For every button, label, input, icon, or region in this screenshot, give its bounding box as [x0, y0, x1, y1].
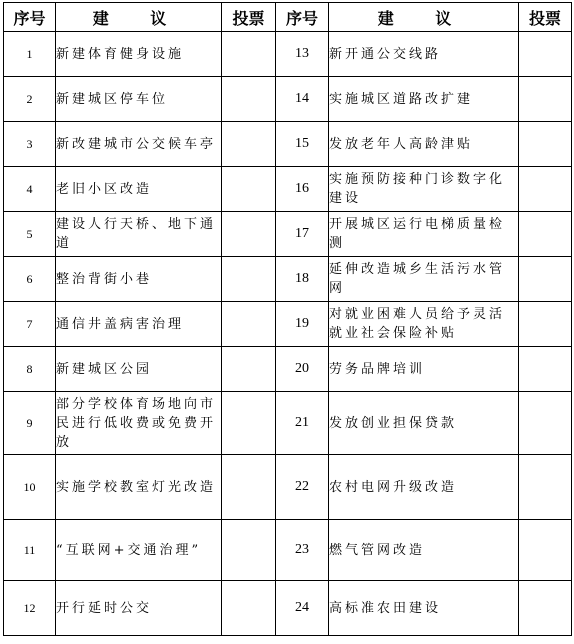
suggestion-text-left: “互联网+交通治理”: [56, 520, 222, 581]
vote-cell-right[interactable]: [519, 392, 572, 455]
table-row: [4, 122, 572, 167]
suggestion-text-left: 部分学校体育场地向市民进行低收费或免费开放: [56, 392, 222, 455]
suggestion-text-left: 通信井盖病害治理: [56, 302, 222, 347]
suggestion-text-left: 实施学校教室灯光改造: [56, 455, 222, 520]
suggestion-text-right: 实施城区道路改扩建: [329, 77, 519, 122]
vote-cell-left[interactable]: [222, 212, 276, 257]
header-vote-left: 投票: [222, 3, 276, 32]
vote-cell-right[interactable]: [519, 347, 572, 392]
suggestion-text-left: 建设人行天桥、地下通道: [56, 212, 222, 257]
suggestion-text-left: 新建城区停车位: [56, 77, 222, 122]
header-suggestion-left: 建 议: [56, 3, 222, 32]
row-number-right: 17: [276, 212, 329, 257]
row-number-left: 8: [4, 347, 56, 392]
suggestion-text-right: 开展城区运行电梯质量检测: [329, 212, 519, 257]
suggestion-text-right: 劳务品牌培训: [329, 347, 519, 392]
row-number-left: 1: [4, 32, 56, 77]
row-number-right: 15: [276, 122, 329, 167]
row-number-right: 19: [276, 302, 329, 347]
row-number-right: 18: [276, 257, 329, 302]
vote-cell-right[interactable]: [519, 212, 572, 257]
table-row: [4, 32, 572, 77]
suggestion-text-right: 燃气管网改造: [329, 520, 519, 581]
suggestion-text-right: 发放创业担保贷款: [329, 392, 519, 455]
header-seq-left: 序号: [4, 3, 56, 32]
vote-cell-left[interactable]: [222, 77, 276, 122]
suggestion-vote-table: [3, 2, 572, 636]
vote-cell-left[interactable]: [222, 347, 276, 392]
suggestion-text-right: 对就业困难人员给予灵活就业社会保险补贴: [329, 302, 519, 347]
vote-cell-left[interactable]: [222, 455, 276, 520]
suggestion-text-left: 开行延时公交: [56, 581, 222, 636]
vote-cell-right[interactable]: [519, 581, 572, 636]
table-row: [4, 212, 572, 257]
vote-cell-left[interactable]: [222, 581, 276, 636]
header-seq-right: 序号: [276, 3, 329, 32]
row-number-right: 13: [276, 32, 329, 77]
suggestion-text-right: 新开通公交线路: [329, 32, 519, 77]
row-number-left: 2: [4, 77, 56, 122]
header-suggestion-right: 建 议: [329, 3, 519, 32]
vote-cell-left[interactable]: [222, 520, 276, 581]
row-number-right: 22: [276, 455, 329, 520]
table-row: [4, 455, 572, 520]
row-number-left: 10: [4, 455, 56, 520]
vote-cell-left[interactable]: [222, 167, 276, 212]
suggestion-text-right: 发放老年人高龄津贴: [329, 122, 519, 167]
vote-cell-left[interactable]: [222, 32, 276, 77]
row-number-left: 12: [4, 581, 56, 636]
table-row: [4, 392, 572, 455]
table-row: [4, 167, 572, 212]
header-row: [4, 3, 572, 32]
suggestion-text-left: 老旧小区改造: [56, 167, 222, 212]
row-number-right: 24: [276, 581, 329, 636]
suggestion-text-left: 整治背街小巷: [56, 257, 222, 302]
vote-cell-left[interactable]: [222, 257, 276, 302]
header-vote-right: 投票: [519, 3, 572, 32]
suggestion-text-right: 高标准农田建设: [329, 581, 519, 636]
suggestion-text-left: 新建城区公园: [56, 347, 222, 392]
vote-cell-right[interactable]: [519, 455, 572, 520]
vote-cell-right[interactable]: [519, 257, 572, 302]
row-number-left: 5: [4, 212, 56, 257]
row-number-left: 3: [4, 122, 56, 167]
vote-cell-left[interactable]: [222, 302, 276, 347]
table-row: [4, 257, 572, 302]
suggestion-text-left: 新改建城市公交候车亭: [56, 122, 222, 167]
row-number-right: 20: [276, 347, 329, 392]
suggestion-text-right: 实施预防接种门诊数字化建设: [329, 167, 519, 212]
vote-cell-left[interactable]: [222, 122, 276, 167]
suggestion-text-left: 新建体育健身设施: [56, 32, 222, 77]
row-number-right: 14: [276, 77, 329, 122]
vote-cell-right[interactable]: [519, 302, 572, 347]
row-number-left: 4: [4, 167, 56, 212]
row-number-left: 7: [4, 302, 56, 347]
table-row: [4, 302, 572, 347]
vote-cell-right[interactable]: [519, 122, 572, 167]
table-row: [4, 77, 572, 122]
row-number-right: 21: [276, 392, 329, 455]
vote-cell-right[interactable]: [519, 77, 572, 122]
table-row: [4, 347, 572, 392]
vote-cell-right[interactable]: [519, 167, 572, 212]
suggestion-text-right: 农村电网升级改造: [329, 455, 519, 520]
vote-cell-right[interactable]: [519, 32, 572, 77]
suggestion-text-right: 延伸改造城乡生活污水管网: [329, 257, 519, 302]
vote-cell-left[interactable]: [222, 392, 276, 455]
table-row: [4, 520, 572, 581]
row-number-left: 6: [4, 257, 56, 302]
row-number-left: 11: [4, 520, 56, 581]
vote-cell-right[interactable]: [519, 520, 572, 581]
row-number-right: 23: [276, 520, 329, 581]
row-number-left: 9: [4, 392, 56, 455]
table-row: [4, 581, 572, 636]
row-number-right: 16: [276, 167, 329, 212]
